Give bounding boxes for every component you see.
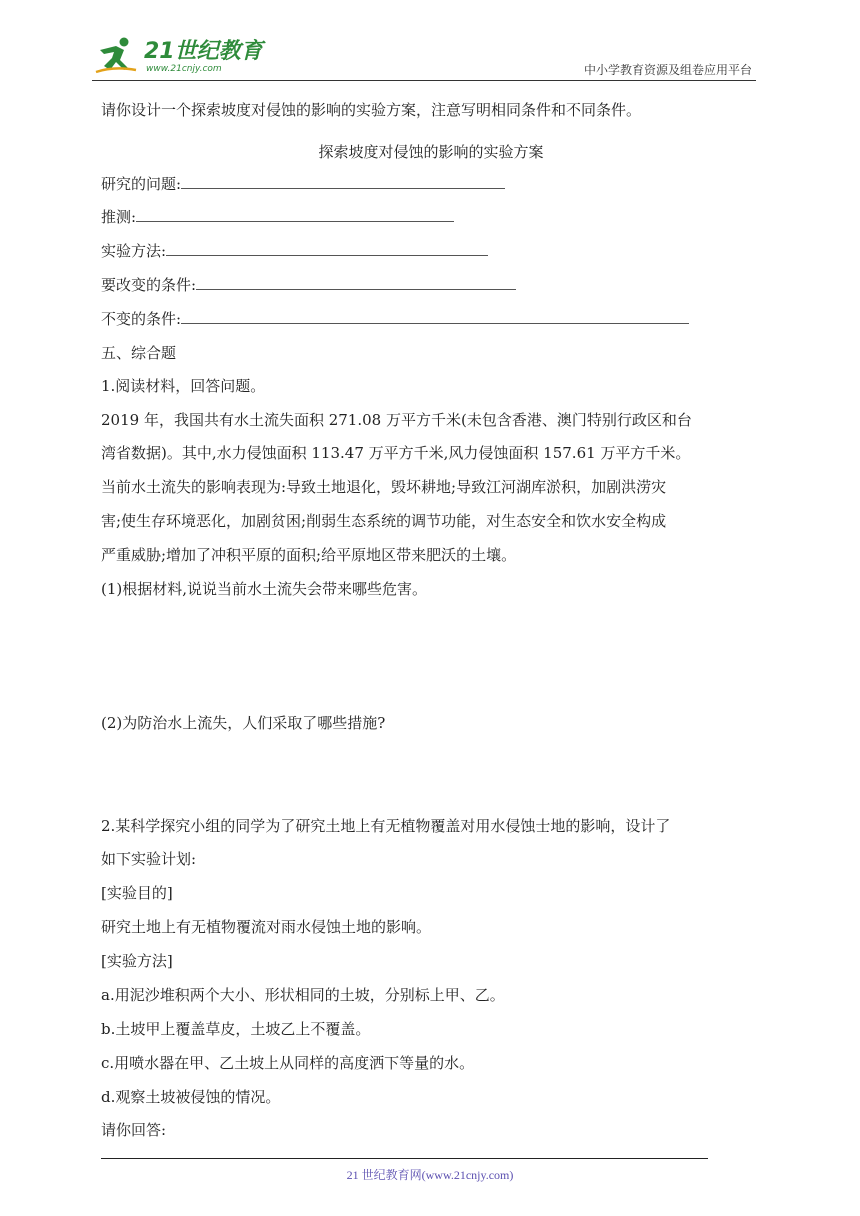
form-label-hypothesis: 推测: bbox=[101, 208, 137, 226]
passage-line: 严重威胁;增加了冲积平原的面积;给平原地区带来肥沃的土壤。 bbox=[101, 546, 517, 564]
question-2: 2.某科学探究小组的同学为了研究土地上有无植物覆盖对用水侵蚀士地的影响，设计了 bbox=[101, 817, 671, 835]
logo-url: www.21cnjy.com bbox=[146, 64, 222, 74]
plan-title: 探索坡度对侵蚀的影响的实验方案 bbox=[318, 143, 544, 161]
form-row-method bbox=[101, 239, 488, 263]
logo-text: 21世纪教育 bbox=[144, 39, 263, 64]
method-step: c.用喷水器在甲、乙土坡上从同样的高度洒下等量的水。 bbox=[101, 1054, 475, 1072]
answer-blank-unchanged[interactable] bbox=[181, 307, 689, 324]
site-logo bbox=[92, 30, 292, 82]
header-divider bbox=[92, 80, 756, 81]
platform-label: 中小学教育资源及组卷应用平台 bbox=[583, 63, 752, 77]
answer-prompt: 请你回答: bbox=[101, 1121, 167, 1139]
form-label-changed: 要改变的条件: bbox=[101, 276, 197, 294]
form-row-changed bbox=[101, 273, 516, 297]
page-header bbox=[0, 0, 860, 82]
sub-question-2: (2)为防治水上流失，人们采取了哪些措施? bbox=[101, 714, 386, 732]
section-heading: 五、综合题 bbox=[101, 344, 177, 362]
answer-blank-changed[interactable] bbox=[196, 273, 516, 290]
footer-text: 21 世纪教育网(www.21cnjy.com) bbox=[346, 1168, 514, 1182]
form-label-question: 研究的问题: bbox=[101, 175, 182, 193]
passage-line: 当前水土流失的影响表现为:导致土地退化，毁坏耕地;导致江河湖库淤积，加剧洪涝灾 bbox=[101, 478, 667, 496]
experiment-purpose: 研究土地上有无植物覆流对雨水侵蚀土地的影响。 bbox=[101, 918, 432, 936]
answer-blank-question[interactable] bbox=[181, 172, 505, 189]
footer-divider bbox=[101, 1158, 708, 1159]
form-row-unchanged bbox=[101, 307, 689, 331]
runner-logo-icon bbox=[94, 36, 138, 76]
form-label-method: 实验方法: bbox=[101, 242, 167, 260]
form-row-hypothesis bbox=[101, 205, 454, 229]
experiment-method-heading: [实验方法] bbox=[101, 952, 173, 970]
passage-line: 害;使生存环境恶化，加剧贫困;削弱生态系统的调节功能，对生态安全和饮水安全构成 bbox=[101, 512, 667, 530]
method-step: a.用泥沙堆积两个大小、形状相同的土坡，分别标上甲、乙。 bbox=[101, 986, 505, 1004]
sub-question-1: (1)根据材料,说说当前水土流失会带来哪些危害。 bbox=[101, 580, 428, 598]
form-row-question bbox=[101, 172, 505, 196]
method-step: b.土坡甲上覆盖草皮，土坡乙上不覆盖。 bbox=[101, 1020, 371, 1038]
form-label-unchanged: 不变的条件: bbox=[101, 310, 182, 328]
question-1: 1.阅读材料，回答问题。 bbox=[101, 377, 266, 395]
passage-line: 湾省数据)。其中,水力侵蚀面积 113.47 万平方千米,风力侵蚀面积 157.61 万平方千米。 bbox=[101, 444, 691, 462]
passage-line: 2019 年，我国共有水土流失面积 271.08 万平方千米(未包含香港、澳门特别行政区和台 bbox=[101, 411, 692, 429]
question-2-cont: 如下实验计划: bbox=[101, 850, 197, 868]
answer-blank-hypothesis[interactable] bbox=[136, 205, 454, 222]
instruction-text: 请你设计一个探索坡度对侵蚀的影响的实验方案，注意写明相同条件和不同条件。 bbox=[101, 101, 642, 119]
experiment-purpose-heading: [实验目的] bbox=[101, 884, 173, 902]
method-step: d.观察土坡被侵蚀的情况。 bbox=[101, 1088, 281, 1106]
answer-blank-method[interactable] bbox=[166, 239, 488, 256]
